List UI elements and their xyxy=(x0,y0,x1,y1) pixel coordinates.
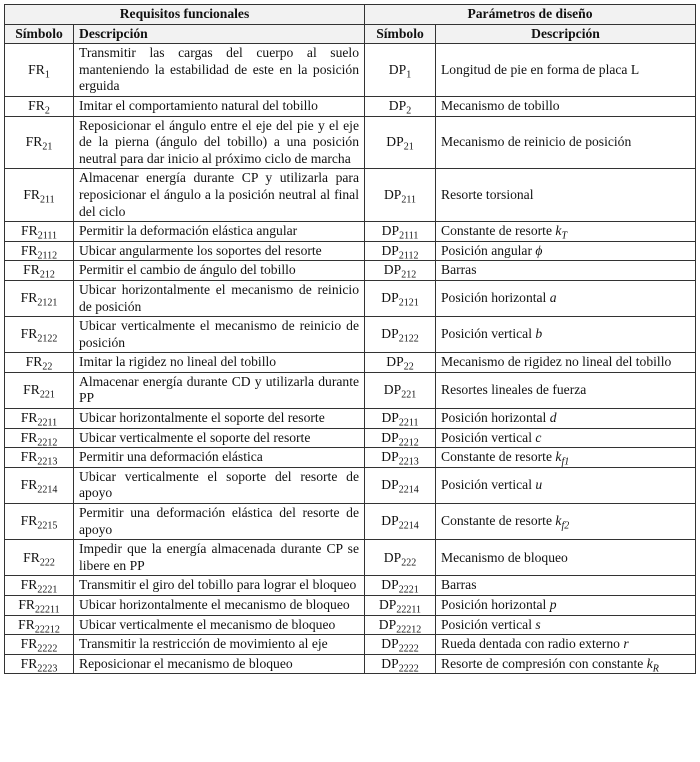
dp-symbol-subscript: 2222 xyxy=(398,643,419,655)
dp-variable xyxy=(550,410,557,425)
dp-description xyxy=(436,169,696,222)
dp-variable xyxy=(555,449,570,468)
dp-description-text: Posición vertical xyxy=(441,326,536,342)
fr-symbol xyxy=(5,576,74,596)
fr-description: Ubicar horizontalmente el soporte del resorte xyxy=(74,409,365,429)
dp-variable-symbol: c xyxy=(535,429,542,445)
table-row xyxy=(5,467,696,503)
dp-description-text: Resortes lineales de fuerza xyxy=(441,382,587,398)
dp-symbol-subscript: 2213 xyxy=(398,456,419,468)
dp-symbol xyxy=(365,540,436,576)
dp-variable-subscript: f2 xyxy=(561,521,570,533)
fr-description: Ubicar verticalmente el soporte del resorte de apoyo xyxy=(74,467,365,503)
fr-symbol-subscript: 221 xyxy=(39,389,55,401)
fr-symbol xyxy=(5,222,74,242)
dp-symbol xyxy=(365,96,436,116)
dp-variable-subscript: f1 xyxy=(561,456,570,468)
dp-symbol-subscript: 2214 xyxy=(398,521,419,533)
dp-symbol-subscript: 222 xyxy=(401,557,417,569)
dp-symbol-subscript: 221 xyxy=(401,389,417,401)
dp-variable-symbol: s xyxy=(535,616,541,632)
fr-symbol xyxy=(5,169,74,222)
dp-description-text: Constante de resorte xyxy=(441,449,556,465)
dp-symbol-base: DP xyxy=(381,326,399,342)
dp-symbol-base: DP xyxy=(383,382,402,398)
fr-description: Ubicar verticalmente el mecanismo de bloqueo xyxy=(74,615,365,635)
fr-symbol-base: FR xyxy=(20,449,38,465)
dp-description xyxy=(436,280,696,316)
fr-symbol xyxy=(5,372,74,408)
dp-description-text: Resorte torsional xyxy=(441,186,534,202)
dp-symbol-base: DP xyxy=(386,354,404,370)
dp-description xyxy=(436,615,696,635)
dp-description-text: Resorte de compresión con constante xyxy=(441,655,647,671)
fr-symbol-subscript: 211 xyxy=(40,194,55,206)
fr-symbol xyxy=(5,467,74,503)
fr-description: Ubicar horizontalmente el mecanismo de reinicio de posición xyxy=(74,280,365,316)
dp-variable xyxy=(555,513,570,533)
fr-description: Reposicionar el ángulo entre el eje del pie y el eje de la pierna (ángulo del tobillo) a una posición neutral para dar inicio al próximo ciclo de marcha xyxy=(74,116,365,169)
dp-symbol-base: DP xyxy=(381,410,399,426)
dp-variable-symbol: k xyxy=(555,223,562,239)
dp-symbol xyxy=(365,448,436,468)
fr-symbol xyxy=(5,280,74,316)
dp-variable-symbol: u xyxy=(535,477,543,493)
dp-symbol-subscript: 22212 xyxy=(396,624,422,636)
dp-symbol-base: DP xyxy=(381,655,399,671)
fr-description: Almacenar energía durante CP y utilizarla para reposicionar el ángulo a la posición neutral al final del ciclo xyxy=(74,169,365,222)
fr-symbol-subscript: 2211 xyxy=(37,417,58,429)
fr-description: Reposicionar el mecanismo de bloqueo xyxy=(74,654,365,674)
fr-description: Permitir una deformación elástica xyxy=(74,448,365,468)
dp-variable xyxy=(535,243,542,258)
dp-description-text: Longitud de pie en forma de placa L xyxy=(441,61,640,77)
dp-symbol xyxy=(365,409,436,429)
table-row xyxy=(5,576,696,596)
fr-symbol-base: FR xyxy=(20,410,38,426)
header-fr-symbol: Símbolo xyxy=(5,24,74,44)
fr-symbol-subscript: 2111 xyxy=(37,230,57,242)
fr-symbol-subscript: 22 xyxy=(42,362,53,373)
dp-symbol-subscript: 2211 xyxy=(398,417,419,429)
dp-description-text: Posición horizontal xyxy=(441,597,550,612)
dp-symbol-base: DP xyxy=(381,242,399,258)
fr-symbol xyxy=(5,635,74,655)
dp-symbol-subscript: 22211 xyxy=(396,604,422,616)
fr-description: Imitar la rigidez no lineal del tobillo xyxy=(74,353,365,373)
dp-symbol-subscript: 212 xyxy=(401,270,417,282)
dp-description xyxy=(436,44,696,97)
dp-symbol-base: DP xyxy=(388,61,407,77)
fr-symbol-base: FR xyxy=(20,477,38,493)
dp-description-text: Barras xyxy=(441,262,477,278)
fr-symbol-subscript: 2112 xyxy=(37,250,58,262)
fr-symbol-base: FR xyxy=(23,549,40,565)
fr-symbol-base: FR xyxy=(20,326,38,342)
fr-symbol-base: FR xyxy=(20,429,38,445)
dp-symbol-subscript: 2212 xyxy=(398,437,419,449)
dp-description xyxy=(436,317,696,353)
dp-description xyxy=(436,596,696,616)
dp-variable-subscript: R xyxy=(652,663,659,675)
dp-description xyxy=(436,576,696,596)
dp-symbol-base: DP xyxy=(383,262,402,278)
dp-description xyxy=(436,222,696,242)
dp-description xyxy=(436,428,696,448)
fr-symbol-base: FR xyxy=(28,61,45,77)
table-row xyxy=(5,635,696,655)
fr-symbol-subscript: 2215 xyxy=(37,521,58,533)
fr-symbol-base: FR xyxy=(20,242,38,258)
dp-description xyxy=(436,116,696,169)
table-row xyxy=(5,280,696,316)
fr-dp-table xyxy=(4,4,696,674)
fr-symbol-subscript: 22211 xyxy=(35,604,60,616)
dp-description-text: Barras xyxy=(441,577,477,593)
dp-symbol xyxy=(365,116,436,169)
fr-symbol-base: FR xyxy=(18,597,35,612)
fr-symbol-base: FR xyxy=(23,382,40,398)
fr-symbol xyxy=(5,504,74,540)
dp-symbol xyxy=(365,467,436,503)
fr-symbol xyxy=(5,261,74,281)
fr-symbol-subscript: 2122 xyxy=(37,334,58,346)
fr-symbol-subscript: 2213 xyxy=(37,456,58,468)
fr-symbol xyxy=(5,540,74,576)
fr-symbol-subscript: 1 xyxy=(44,69,50,81)
dp-variable xyxy=(535,617,540,632)
dp-symbol xyxy=(365,261,436,281)
dp-symbol-subscript: 2111 xyxy=(399,230,419,242)
dp-symbol-base: DP xyxy=(381,577,399,593)
dp-variable-symbol: ϕ xyxy=(535,242,543,258)
dp-variable xyxy=(535,326,542,341)
fr-symbol-base: FR xyxy=(25,354,43,370)
table-row xyxy=(5,169,696,222)
fr-description: Transmitir el giro del tobillo para lograr el bloqueo xyxy=(74,576,365,596)
dp-symbol xyxy=(365,44,436,97)
fr-symbol-subscript: 2221 xyxy=(37,585,58,597)
dp-variable-symbol: k xyxy=(555,513,562,529)
dp-variable-symbol: b xyxy=(535,326,543,342)
dp-symbol xyxy=(365,654,436,674)
fr-description: Transmitir la restricción de movimiento al eje xyxy=(74,635,365,655)
fr-symbol-base: FR xyxy=(21,223,38,239)
header-dp-description: Descripción xyxy=(436,24,696,44)
dp-symbol-base: DP xyxy=(386,134,404,150)
fr-symbol-base: FR xyxy=(20,655,38,671)
dp-description-text: Posición vertical xyxy=(441,477,536,493)
fr-symbol xyxy=(5,654,74,674)
dp-description xyxy=(436,467,696,503)
dp-description xyxy=(436,504,696,540)
dp-symbol-subscript: 211 xyxy=(401,194,417,206)
table-row xyxy=(5,353,696,373)
fr-symbol-subscript: 212 xyxy=(39,270,55,282)
fr-symbol-base: FR xyxy=(28,97,45,113)
dp-symbol xyxy=(365,317,436,353)
header-dp-symbol: Símbolo xyxy=(365,24,436,44)
dp-variable xyxy=(550,597,557,612)
dp-symbol-base: DP xyxy=(381,429,399,445)
fr-symbol-subscript: 222 xyxy=(39,557,55,569)
table-row xyxy=(5,261,696,281)
table-row xyxy=(5,222,696,242)
dp-variable xyxy=(555,223,567,242)
fr-symbol xyxy=(5,241,74,261)
dp-symbol-base: DP xyxy=(381,449,399,465)
dp-description-text: Constante de resorte xyxy=(441,223,556,239)
fr-description: Imitar el comportamiento natural del tobillo xyxy=(74,96,365,116)
table-row xyxy=(5,372,696,408)
dp-description-text: Rueda dentada con radio externo xyxy=(441,636,624,652)
dp-variable-subscript: T xyxy=(561,230,567,242)
dp-symbol xyxy=(365,428,436,448)
fr-symbol-subscript: 2212 xyxy=(37,437,58,449)
fr-symbol xyxy=(5,596,74,616)
dp-symbol-base: DP xyxy=(381,223,400,239)
fr-symbol xyxy=(5,615,74,635)
table-row xyxy=(5,615,696,635)
dp-variable xyxy=(550,290,557,305)
dp-description-text: Posición horizontal xyxy=(441,290,550,306)
fr-symbol-subscript: 21 xyxy=(42,141,53,153)
dp-description xyxy=(436,448,696,468)
header-functional-requirements: Requisitos funcionales xyxy=(5,5,365,25)
dp-description xyxy=(436,261,696,281)
dp-description-text: Mecanismo de bloqueo xyxy=(441,549,568,565)
dp-symbol xyxy=(365,241,436,261)
dp-symbol xyxy=(365,372,436,408)
fr-description: Impedir que la energía almacenada durante CP se libere en PP xyxy=(74,540,365,576)
dp-symbol-subscript: 2112 xyxy=(398,250,419,262)
fr-symbol-base: FR xyxy=(25,134,43,150)
fr-symbol xyxy=(5,448,74,468)
dp-symbol-subscript: 2121 xyxy=(398,297,419,309)
dp-description-text: Mecanismo de tobillo xyxy=(441,97,560,113)
dp-variable-symbol: k xyxy=(646,655,653,671)
dp-symbol-subscript: 2222 xyxy=(398,663,419,675)
fr-symbol xyxy=(5,44,74,97)
fr-description: Ubicar verticalmente el mecanismo de reinicio de posición xyxy=(74,317,365,353)
table-row xyxy=(5,116,696,169)
fr-symbol-subscript: 2222 xyxy=(37,643,58,655)
dp-symbol-base: DP xyxy=(378,597,397,612)
fr-symbol-base: FR xyxy=(20,290,38,306)
table-row xyxy=(5,448,696,468)
table-row xyxy=(5,540,696,576)
dp-symbol xyxy=(365,280,436,316)
dp-symbol xyxy=(365,353,436,373)
fr-description: Permitir el cambio de ángulo del tobillo xyxy=(74,261,365,281)
dp-description xyxy=(436,353,696,373)
dp-description xyxy=(436,409,696,429)
fr-symbol-base: FR xyxy=(18,616,35,632)
header-fr-description: Descripción xyxy=(74,24,365,44)
fr-symbol-subscript: 2 xyxy=(44,105,50,117)
header-design-parameters: Parámetros de diseño xyxy=(365,5,696,25)
fr-symbol-base: FR xyxy=(20,513,38,529)
dp-variable xyxy=(646,655,659,675)
dp-symbol-base: DP xyxy=(383,186,402,202)
fr-description: Ubicar horizontalmente el mecanismo de bloqueo xyxy=(74,596,365,616)
dp-symbol xyxy=(365,169,436,222)
dp-variable-symbol: a xyxy=(549,290,557,306)
dp-symbol xyxy=(365,504,436,540)
dp-symbol-subscript: 2122 xyxy=(398,334,419,346)
dp-description xyxy=(436,372,696,408)
fr-symbol xyxy=(5,409,74,429)
fr-description: Permitir una deformación elástica del resorte de apoyo xyxy=(74,504,365,540)
dp-symbol-base: DP xyxy=(378,616,397,632)
fr-symbol-subscript: 2121 xyxy=(37,297,58,309)
fr-symbol-subscript: 22212 xyxy=(34,624,60,636)
dp-symbol xyxy=(365,635,436,655)
dp-description-text: Posición angular xyxy=(441,242,536,258)
dp-description xyxy=(436,540,696,576)
table-row xyxy=(5,596,696,616)
dp-variable xyxy=(535,430,541,445)
dp-symbol-subscript: 22 xyxy=(403,362,414,373)
dp-symbol-subscript: 2221 xyxy=(398,585,419,597)
dp-symbol xyxy=(365,615,436,635)
dp-symbol-base: DP xyxy=(388,97,407,113)
dp-description-text: Mecanismo de reinicio de posición xyxy=(441,134,632,150)
table-row xyxy=(5,241,696,261)
dp-variable xyxy=(623,636,628,651)
dp-description xyxy=(436,96,696,116)
fr-symbol-base: FR xyxy=(20,636,38,652)
dp-symbol-subscript: 2214 xyxy=(398,484,419,496)
dp-description-text: Posición vertical xyxy=(441,429,536,445)
table-row xyxy=(5,504,696,540)
fr-symbol xyxy=(5,116,74,169)
fr-symbol xyxy=(5,428,74,448)
table-row xyxy=(5,654,696,674)
fr-symbol xyxy=(5,353,74,373)
fr-description: Ubicar angularmente los soportes del resorte xyxy=(74,241,365,261)
dp-description xyxy=(436,635,696,655)
dp-symbol xyxy=(365,576,436,596)
fr-description: Permitir la deformación elástica angular xyxy=(74,222,365,242)
dp-variable-symbol: k xyxy=(555,449,562,465)
fr-symbol xyxy=(5,317,74,353)
dp-symbol-base: DP xyxy=(381,290,399,306)
fr-symbol-subscript: 2214 xyxy=(37,484,58,496)
dp-variable-symbol: p xyxy=(549,597,557,612)
fr-symbol-base: FR xyxy=(20,577,38,593)
fr-description: Almacenar energía durante CD y utilizarla durante PP xyxy=(74,372,365,408)
dp-symbol-base: DP xyxy=(383,549,402,565)
dp-symbol-subscript: 1 xyxy=(406,69,412,81)
dp-symbol-base: DP xyxy=(381,636,399,652)
table-row xyxy=(5,96,696,116)
table-row xyxy=(5,317,696,353)
dp-variable-symbol: r xyxy=(623,636,629,652)
dp-symbol-base: DP xyxy=(381,477,399,493)
dp-symbol xyxy=(365,222,436,242)
dp-symbol-base: DP xyxy=(381,513,399,529)
dp-variable xyxy=(535,477,542,492)
dp-description xyxy=(436,241,696,261)
dp-variable-symbol: d xyxy=(549,410,557,426)
dp-description-text: Posición horizontal xyxy=(441,410,550,426)
fr-symbol-base: FR xyxy=(23,262,40,278)
dp-symbol-subscript: 21 xyxy=(403,141,414,153)
dp-symbol xyxy=(365,596,436,616)
fr-symbol-base: FR xyxy=(23,186,40,202)
dp-description xyxy=(436,654,696,674)
dp-description-text: Posición vertical xyxy=(441,616,536,632)
fr-symbol-subscript: 2223 xyxy=(37,663,58,675)
table-row xyxy=(5,409,696,429)
fr-symbol xyxy=(5,96,74,116)
dp-description-text: Mecanismo de rigidez no lineal del tobillo xyxy=(441,354,672,370)
dp-description-text: Constante de resorte xyxy=(441,513,556,529)
fr-description: Ubicar verticalmente el soporte del resorte xyxy=(74,428,365,448)
table-row xyxy=(5,44,696,97)
fr-description: Transmitir las cargas del cuerpo al suelo manteniendo la estabilidad de este en la posición erguida xyxy=(74,44,365,97)
dp-symbol-subscript: 2 xyxy=(406,105,412,117)
table-row xyxy=(5,428,696,448)
